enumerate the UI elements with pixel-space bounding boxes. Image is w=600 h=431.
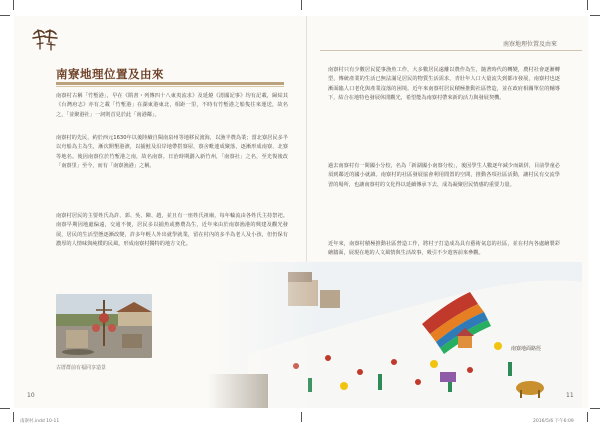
- crop-mark: [301, 0, 302, 10]
- title-rule: [56, 86, 284, 87]
- print-slug: 南寮村.indd 10-11: [20, 419, 60, 424]
- crop-mark: [587, 412, 588, 422]
- photo-caption: 古厝群前有福同享造景: [56, 365, 107, 371]
- crop-mark: [587, 0, 588, 10]
- running-head-rule: [320, 50, 582, 51]
- body-paragraph: 南寮村古稱「竹塹港」，早在《隋書・列傳四十八東夷流求》及延燒《清國記事》均有記載，歸結其《台灣府志》亦有之載「竹塹港」在湖東港東北，相距一里，不時有竹塹港之船隻往來運送，故名之，「並聚港社」一詞則首見於此「南港鄰」。: [56, 93, 288, 118]
- calligraphy-logo-icon: [30, 24, 60, 54]
- crop-mark: [0, 15, 10, 16]
- page-number: 10: [27, 392, 35, 399]
- body-paragraph: 南寮村只有少數居民從事漁魚工作，大多數居民遠離以農作為生，隨著時代的轉變，農村社會逐漸轉型，傳統產業的生活已無法滿足居民的物質生活需求，青壯年人口大量流失到都市發展，南寮村也逐漸面臨人口老化與產業沒落的困境。近年來南寮村居民積極推動社區營造，並在政府相關單位的輔導下，結合在地特色發展休閒觀光，希望能為南寮村帶來新的活力與發展契機。: [328, 67, 560, 101]
- body-paragraph: 近年來，南寮村積極推動社區營造工作，將村子打造成為具有藝術氣息的社區，並在村內各處繪製彩繪牆面，展現在地的人文風情與生活故事，吸引不少遊客前來參觀。: [328, 241, 560, 257]
- print-slug-timestamp: 2016/5/6 下午6:09: [533, 419, 574, 424]
- section-title: 南寮地理位置及由來: [56, 67, 164, 81]
- photo-caption: 南寮地面路徑: [511, 346, 542, 352]
- page-number: 11: [566, 392, 574, 399]
- crop-mark: [0, 408, 10, 409]
- title-rule: [56, 82, 284, 85]
- body-paragraph: 南寮村居民的主要姓氏為許、郭、吳、陳、趙，並且有一座姓氏祖廟，每年輪流由各姓氏主持祭祀。南寮早期因地處偏遠，交通不便，居民多以捕魚或務農為生，近年來由於南寮漁港的興建及觀光發展，居民的生活型態逐漸改變，許多年輕人外出就學就業，留在村內的多半為老人及小孩，但仍保有濃厚的人情味與純樸的民風，形成南寮村獨特的地方文化。: [56, 213, 288, 247]
- mural-photo: [208, 262, 582, 408]
- courtyard-photo: [56, 294, 152, 358]
- crop-mark: [13, 412, 14, 422]
- body-paragraph: 過去南寮村有一間國小分校，名為「新湖國小南寮分校」，後因學生人數逐年減少而裁併，目前學童必須到鄰近的國小就讀。南寮村的社區發展協會利用閒置的空間，推動各項社區活動，讓村民有交流學習的場所，也讓南寮村的文化得以延續傳承下去，成為凝聚居民情感的重要力量。: [328, 163, 560, 188]
- crop-mark: [590, 15, 600, 16]
- crop-mark: [13, 0, 14, 10]
- crop-mark: [301, 412, 302, 422]
- running-head: 南寮地理位置及由來: [503, 41, 558, 48]
- crop-mark: [590, 408, 600, 409]
- body-paragraph: 南寮村的先民，約於西元1630年以後陸續自閩南泉州等地移民渡海，以漁半農為業；當北寮居民多半以舟船為主為生，漸次開墾港濱，以捕鮭及沿岸地帶搭寮屋，寮舍毗連成聚落，逐漸形成南寮、北寮等地名。後因南寮位於竹塹港之南，故名南寮。日治時期劃入新竹州，「南寮社」之名，至光復後改「南寮里」至今，而有「南寮漁港」之稱。: [56, 135, 288, 169]
